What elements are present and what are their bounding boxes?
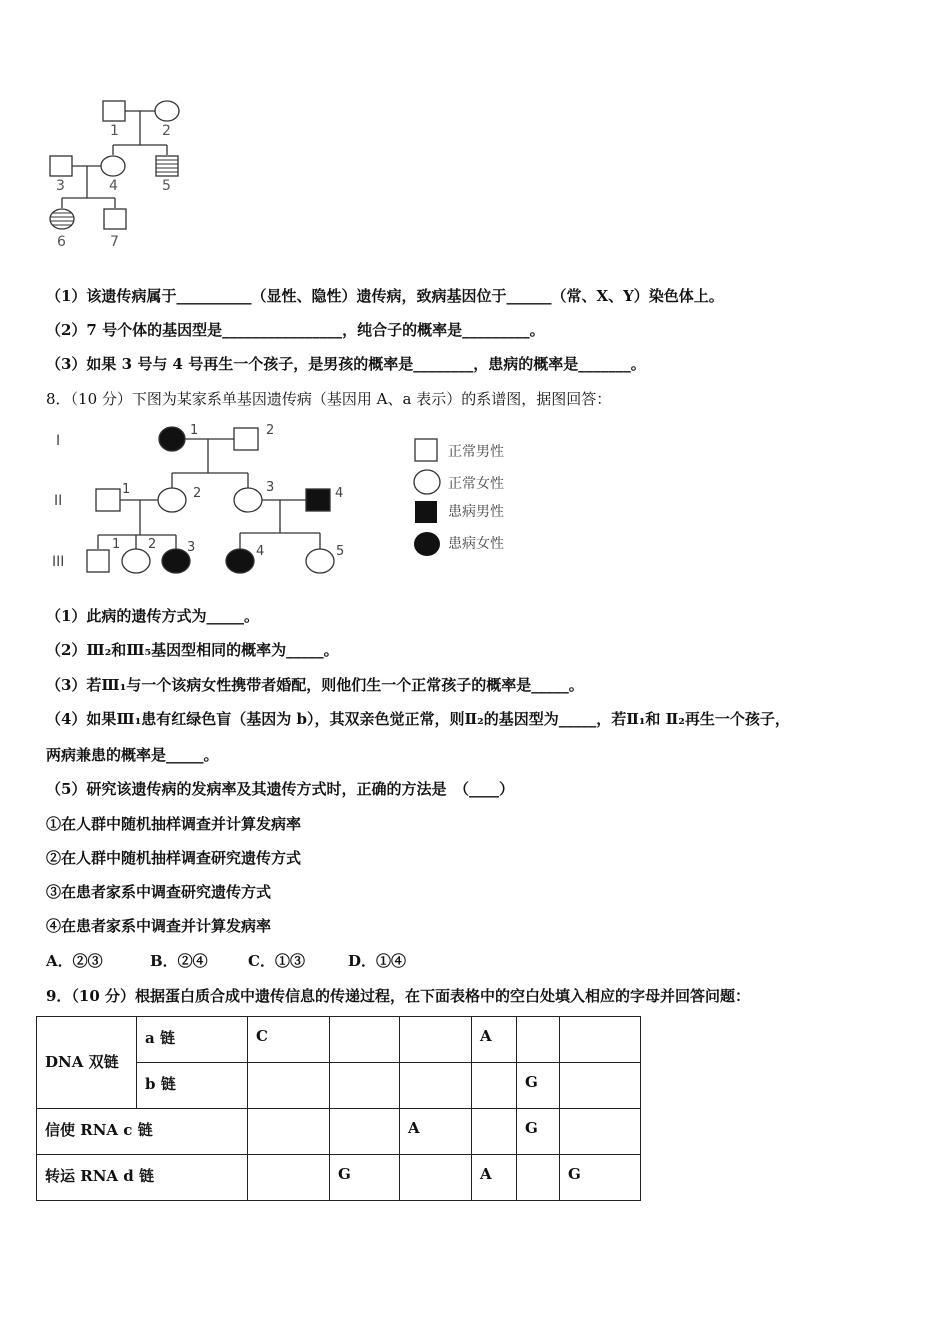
pedigree2-gen-III: III xyxy=(52,554,65,570)
c-cell[interactable] xyxy=(560,1109,641,1155)
d-cell[interactable]: G xyxy=(560,1155,641,1201)
q8-option-3: ③在患者家系中调查研究遗传方式 xyxy=(46,883,272,901)
legend-normal-female-icon xyxy=(414,470,440,494)
q8-choice-c: C．①③ xyxy=(248,952,305,970)
pedigree2-gen-II: II xyxy=(54,493,63,509)
legend-affected-male-icon xyxy=(415,501,437,523)
legend-normal-male-label: 正常男性 xyxy=(448,444,504,460)
pedigree2-label-III-3: 3 xyxy=(187,540,196,555)
pedigree2-gen-I: I xyxy=(56,433,61,449)
a-cell[interactable] xyxy=(330,1017,400,1063)
pedigree2-II-3 xyxy=(234,488,262,512)
c-cell[interactable] xyxy=(248,1109,330,1155)
pedigree-diagram-2 xyxy=(40,415,370,585)
pedigree1-ind-6 xyxy=(50,209,74,229)
pedigree2-label-III-4: 4 xyxy=(256,544,265,559)
c-cell[interactable] xyxy=(472,1109,517,1155)
b-cell[interactable] xyxy=(560,1063,641,1109)
a-cell[interactable] xyxy=(517,1017,560,1063)
pedigree1-ind-3 xyxy=(50,156,72,176)
pedigree1-label-2: 2 xyxy=(162,123,171,139)
mrna-label: 信使 RNA c 链 xyxy=(37,1109,248,1155)
q9-stem: 9．（10 分）根据蛋白质合成中遗传信息的传递过程，在下面表格中的空白处填入相应的字母并回答问题： xyxy=(46,987,751,1005)
pedigree2-III-5 xyxy=(306,549,334,573)
b-cell[interactable] xyxy=(330,1063,400,1109)
pedigree2-label-III-2: 2 xyxy=(148,537,157,552)
b-cell[interactable] xyxy=(248,1063,330,1109)
b-cell[interactable] xyxy=(400,1063,472,1109)
pedigree2-label-II-2: 2 xyxy=(193,486,202,501)
b-cell[interactable] xyxy=(472,1063,517,1109)
q8-question-3: （3）若Ⅲ₁与一个该病女性携带者婚配，则他们生一个正常孩子的概率是_____。 xyxy=(46,676,584,694)
dna-label: DNA 双链 xyxy=(37,1017,137,1109)
c-cell[interactable]: A xyxy=(400,1109,472,1155)
a-cell[interactable] xyxy=(400,1017,472,1063)
a-cell[interactable] xyxy=(560,1017,641,1063)
pedigree-legend xyxy=(405,432,535,562)
pedigree2-label-I-2: 2 xyxy=(266,423,275,438)
pedigree2-I-2 xyxy=(234,428,258,450)
legend-normal-male-icon xyxy=(415,439,437,461)
q8-question-4b: 两病兼患的概率是_____。 xyxy=(46,746,219,764)
pedigree1-label-6: 6 xyxy=(57,234,66,250)
c-cell[interactable]: G xyxy=(517,1109,560,1155)
a-chain-label: a 链 xyxy=(137,1017,248,1063)
d-cell[interactable]: G xyxy=(330,1155,400,1201)
pedigree1-ind-7 xyxy=(104,209,126,229)
pedigree1-label-1: 1 xyxy=(110,123,119,139)
pedigree1-label-3: 3 xyxy=(56,178,65,194)
pedigree1-ind-2 xyxy=(155,101,179,121)
pedigree2-II-4 xyxy=(306,489,330,511)
pedigree2-III-2 xyxy=(122,549,150,573)
q7-question-1: （1）该遗传病属于__________（显性、隐性）遗传病，致病基因位于______（常、X、Y）染色体上。 xyxy=(46,287,724,305)
d-cell[interactable] xyxy=(517,1155,560,1201)
q8-question-4a: （4）如果Ⅲ₁患有红绿色盲（基因为 b），其双亲色觉正常，则Ⅱ₂的基因型为_____，若Ⅱ₁和 Ⅱ₂再生一个孩子， xyxy=(46,710,790,728)
q8-option-2: ②在人群中随机抽样调查研究遗传方式 xyxy=(46,849,302,867)
q8-choice-d: D．①④ xyxy=(348,952,407,970)
q8-stem: 8．（10 分）下图为某家系单基因遗传病（基因用 A、a 表示）的系谱图，据图回答： xyxy=(46,390,612,408)
legend-affected-male-label: 患病男性 xyxy=(448,504,504,520)
pedigree1-ind-1 xyxy=(103,101,125,121)
b-chain-label: b 链 xyxy=(137,1063,248,1109)
legend-affected-female-label: 患病女性 xyxy=(448,536,504,552)
codon-table xyxy=(36,1016,641,1201)
a-cell[interactable]: A xyxy=(472,1017,517,1063)
b-cell[interactable]: G xyxy=(517,1063,560,1109)
q8-question-2: （2）Ⅲ₂和Ⅲ₅基因型相同的概率为_____。 xyxy=(46,641,339,659)
pedigree1-label-7: 7 xyxy=(110,234,119,250)
d-cell[interactable] xyxy=(248,1155,330,1201)
pedigree1-label-5: 5 xyxy=(162,178,171,194)
q8-question-5: （5）研究该遗传病的发病率及其遗传方式时，正确的方法是 （____） xyxy=(46,780,514,798)
q7-question-2: （2）7 号个体的基因型是________________，纯合子的概率是_________。 xyxy=(46,321,545,339)
a-cell[interactable]: C xyxy=(248,1017,330,1063)
pedigree2-label-II-4: 4 xyxy=(335,486,344,501)
pedigree-diagram-1 xyxy=(40,95,200,255)
legend-affected-female-icon xyxy=(414,532,440,556)
q8-question-1: （1）此病的遗传方式为_____。 xyxy=(46,607,259,625)
pedigree2-III-4 xyxy=(226,549,254,573)
pedigree2-III-3 xyxy=(162,549,190,573)
pedigree2-label-III-1: 1 xyxy=(112,537,121,552)
d-cell[interactable] xyxy=(400,1155,472,1201)
q8-choice-b: B．②④ xyxy=(150,952,208,970)
q8-choice-a: A．②③ xyxy=(46,952,103,970)
trna-label: 转运 RNA d 链 xyxy=(37,1155,248,1201)
pedigree1-ind-5 xyxy=(156,156,178,176)
pedigree2-II-2 xyxy=(158,488,186,512)
pedigree1-ind-4 xyxy=(101,156,125,176)
pedigree2-label-II-1: 1 xyxy=(122,482,131,497)
pedigree2-I-1 xyxy=(159,427,185,451)
pedigree2-label-II-3: 3 xyxy=(266,480,275,495)
q8-option-4: ④在患者家系中调查并计算发病率 xyxy=(46,917,272,935)
pedigree2-II-1 xyxy=(96,489,120,511)
pedigree2-label-III-5: 5 xyxy=(336,544,345,559)
legend-normal-female-label: 正常女性 xyxy=(448,476,504,492)
pedigree2-label-I-1: 1 xyxy=(190,423,199,438)
pedigree2-III-1 xyxy=(87,550,109,572)
q7-question-3: （3）如果 3 号与 4 号再生一个孩子，是男孩的概率是________，患病的概率是_______。 xyxy=(46,355,646,373)
q8-option-1: ①在人群中随机抽样调查并计算发病率 xyxy=(46,815,302,833)
c-cell[interactable] xyxy=(330,1109,400,1155)
pedigree1-label-4: 4 xyxy=(109,178,118,194)
d-cell[interactable]: A xyxy=(472,1155,517,1201)
